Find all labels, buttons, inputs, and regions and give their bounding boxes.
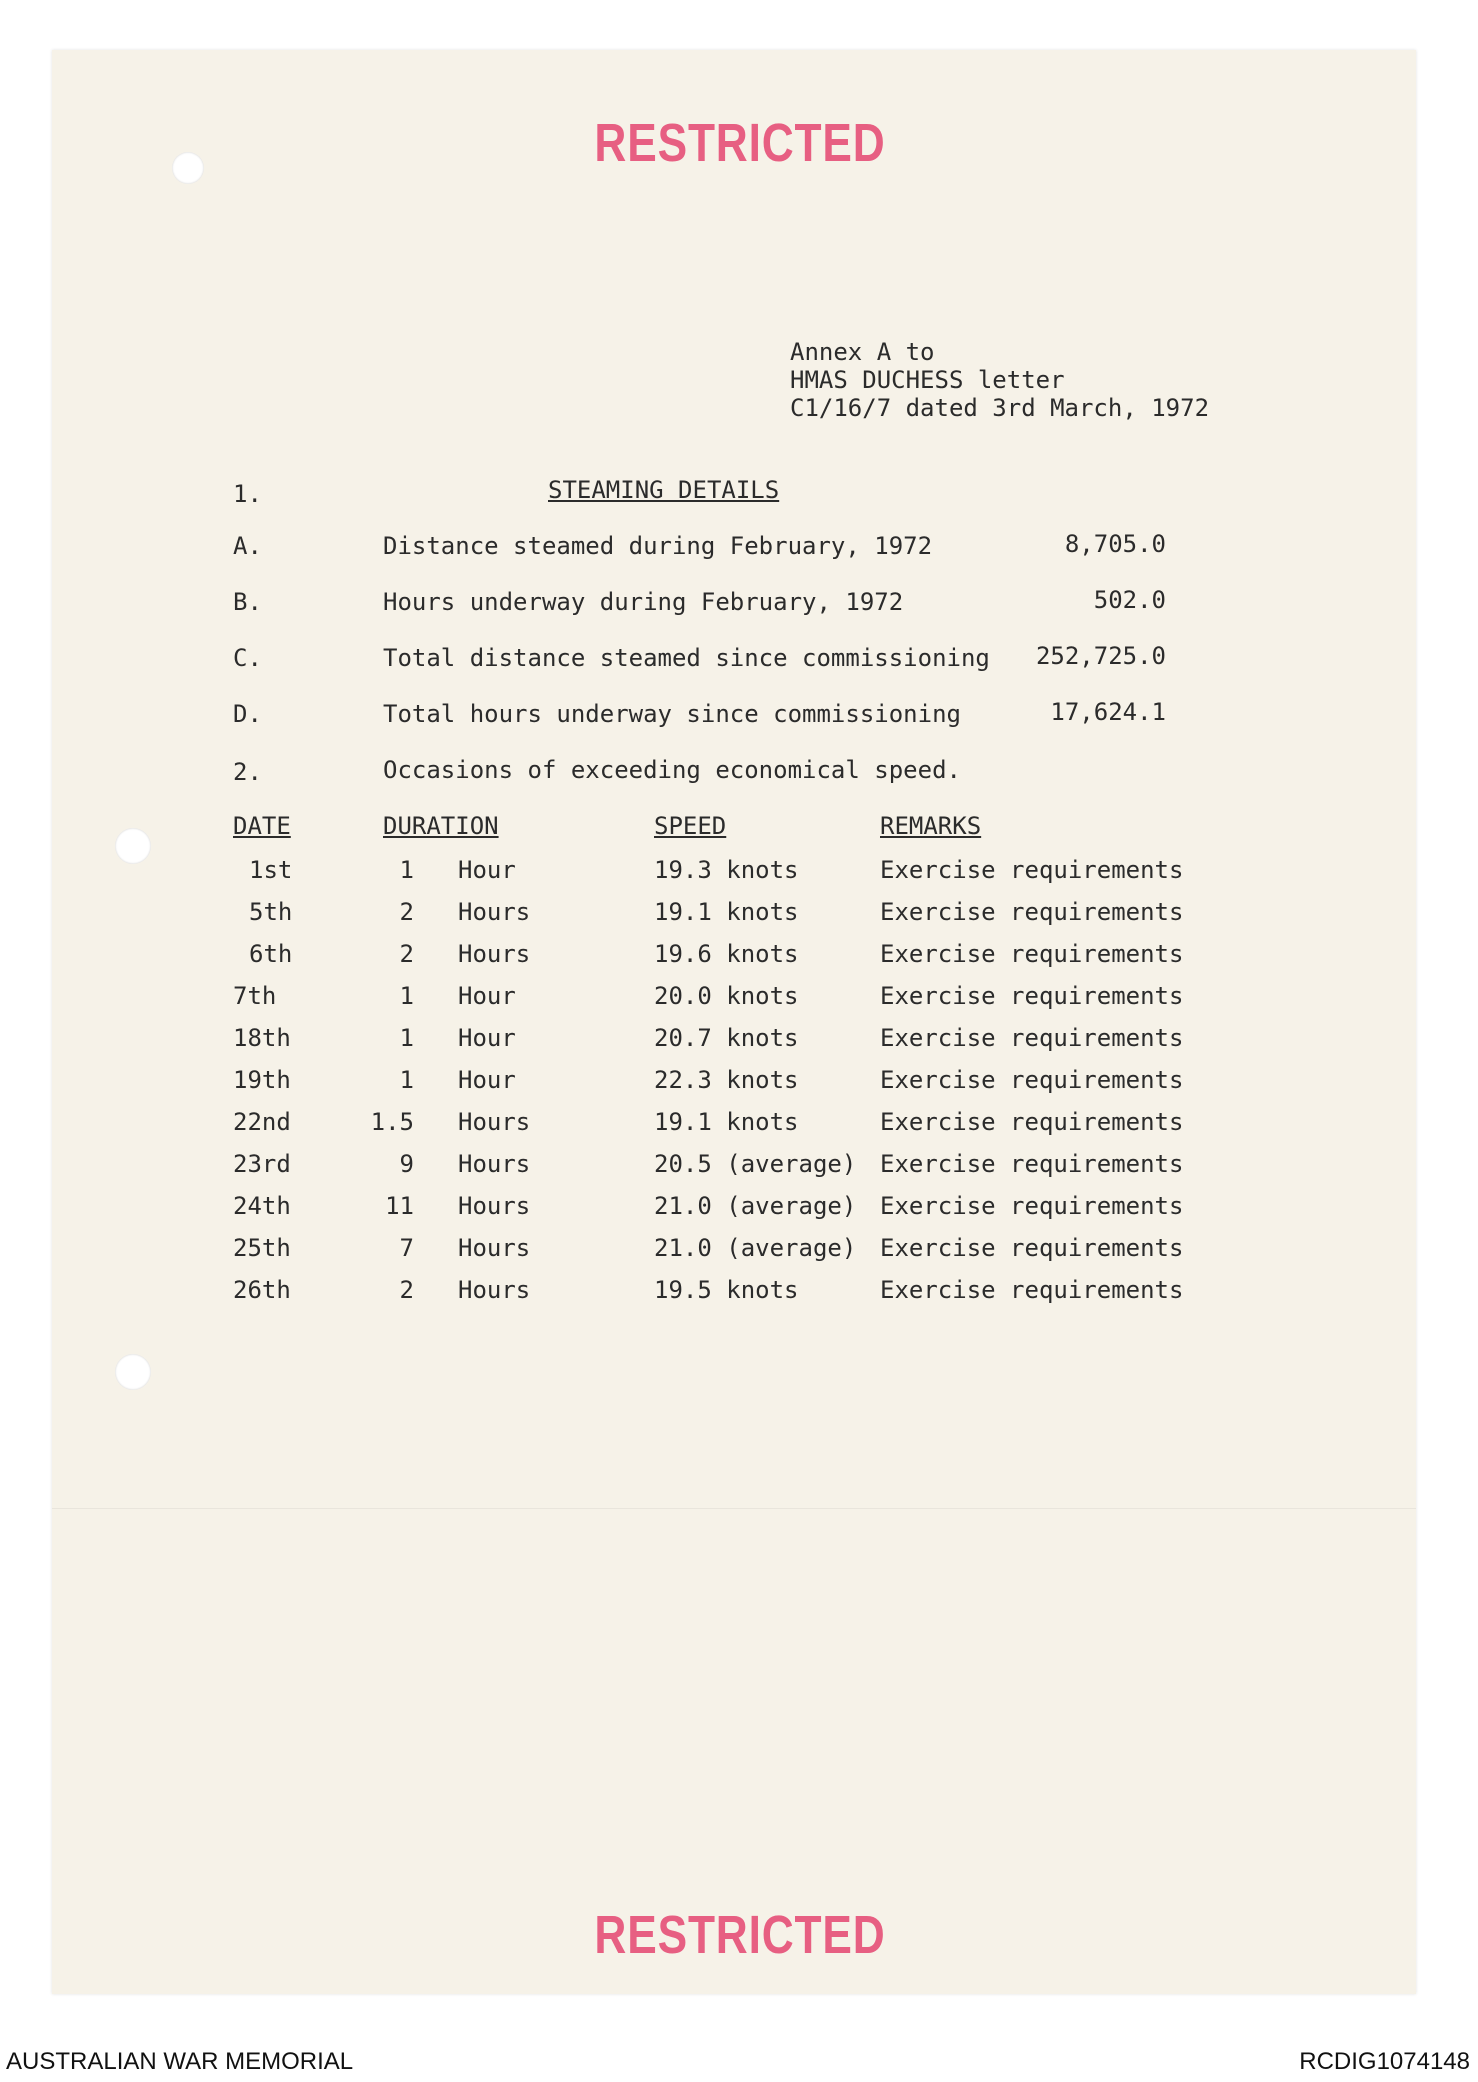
document-page: [52, 50, 1416, 1994]
row-duration-unit: Hour: [458, 1066, 516, 1094]
row-duration-number: 2: [399, 898, 414, 926]
row-speed: 19.3 knots: [654, 856, 799, 884]
row-duration-unit: Hour: [458, 982, 516, 1010]
row-duration-unit: Hours: [458, 1108, 531, 1136]
punch-hole-lower: [115, 1354, 151, 1390]
row-date: 19th: [233, 1066, 291, 1094]
page-fold-line: [52, 1508, 1416, 1509]
row-remarks: Exercise requirements: [880, 1024, 1184, 1052]
row-duration-number: 1: [399, 1024, 414, 1052]
row-remarks: Exercise requirements: [880, 898, 1184, 926]
row-remarks: Exercise requirements: [880, 1234, 1184, 1262]
row-duration-unit: Hours: [458, 940, 531, 968]
row-date: 22nd: [233, 1108, 291, 1136]
row-remarks: Exercise requirements: [880, 1066, 1184, 1094]
section-2-text: Occasions of exceeding economical speed.: [383, 756, 961, 784]
row-duration-unit: Hour: [458, 856, 516, 884]
detail-value: 252,725.0: [1035, 642, 1166, 670]
restricted-stamp-bottom: RESTRICTED: [594, 1905, 886, 1965]
section-1-title: STEAMING DETAILS: [548, 476, 780, 504]
row-remarks: Exercise requirements: [880, 1108, 1184, 1136]
row-duration-unit: Hours: [458, 1192, 531, 1220]
row-speed: 21.0 (average): [654, 1192, 857, 1220]
row-speed: 20.0 knots: [654, 982, 799, 1010]
detail-value: 17,624.1: [1050, 698, 1166, 726]
row-duration-number: 1: [399, 856, 414, 884]
header-date: DATE: [233, 812, 291, 840]
annex-line-2: HMAS DUCHESS letter: [790, 366, 1065, 394]
row-duration-number: 1: [399, 982, 414, 1010]
detail-label: Total hours underway since commissioning: [383, 700, 961, 728]
annex-line-3: C1/16/7 dated 3rd March, 1972: [790, 394, 1210, 422]
detail-label: Hours underway during February, 1972: [383, 588, 904, 616]
row-date: 5th: [249, 898, 293, 926]
row-date: 24th: [233, 1192, 291, 1220]
row-speed: 19.1 knots: [654, 1108, 799, 1136]
detail-key: C.: [233, 644, 262, 672]
row-speed: 19.1 knots: [654, 898, 799, 926]
staple-hole: [172, 152, 204, 184]
row-speed: 20.7 knots: [654, 1024, 799, 1052]
row-duration-number: 2: [399, 1276, 414, 1304]
row-duration-unit: Hours: [458, 1276, 531, 1304]
header-speed: SPEED: [654, 812, 727, 840]
restricted-stamp-top: RESTRICTED: [594, 113, 886, 173]
row-speed: 19.5 knots: [654, 1276, 799, 1304]
header-remarks: REMARKS: [880, 812, 982, 840]
row-speed: 19.6 knots: [654, 940, 799, 968]
row-remarks: Exercise requirements: [880, 1276, 1184, 1304]
row-speed: 20.5 (average): [654, 1150, 857, 1178]
row-remarks: Exercise requirements: [880, 982, 1184, 1010]
detail-key: D.: [233, 700, 262, 728]
row-duration-number: 11: [385, 1192, 414, 1220]
detail-key: B.: [233, 588, 262, 616]
row-duration-unit: Hours: [458, 898, 531, 926]
detail-label: Total distance steamed since commissioning: [383, 644, 990, 672]
row-remarks: Exercise requirements: [880, 1192, 1184, 1220]
section-2-number: 2.: [233, 758, 262, 786]
row-duration-unit: Hour: [458, 1024, 516, 1052]
row-date: 26th: [233, 1276, 291, 1304]
row-speed: 21.0 (average): [654, 1234, 857, 1262]
row-remarks: Exercise requirements: [880, 940, 1184, 968]
row-duration-number: 2: [399, 940, 414, 968]
row-date: 23rd: [233, 1150, 291, 1178]
row-duration-number: 7: [399, 1234, 414, 1262]
row-date: 1st: [249, 856, 293, 884]
detail-key: A.: [233, 532, 262, 560]
row-duration-number: 1: [399, 1066, 414, 1094]
row-duration-unit: Hours: [458, 1234, 531, 1262]
row-date: 18th: [233, 1024, 291, 1052]
row-date: 7th: [233, 982, 277, 1010]
row-date: 25th: [233, 1234, 291, 1262]
detail-value: 8,705.0: [1064, 530, 1166, 558]
row-duration-unit: Hours: [458, 1150, 531, 1178]
row-duration-number: 9: [399, 1150, 414, 1178]
row-remarks: Exercise requirements: [880, 856, 1184, 884]
section-1-number: 1.: [233, 480, 262, 508]
detail-value: 502.0: [1093, 586, 1166, 614]
footer-record-id: RCDIG1074148: [1299, 2048, 1470, 2075]
row-remarks: Exercise requirements: [880, 1150, 1184, 1178]
header-duration: DURATION: [383, 812, 499, 840]
row-date: 6th: [249, 940, 293, 968]
punch-hole-upper: [115, 828, 151, 864]
row-speed: 22.3 knots: [654, 1066, 799, 1094]
annex-line-1: Annex A to: [790, 338, 935, 366]
footer-archive-name: AUSTRALIAN WAR MEMORIAL: [6, 2048, 354, 2075]
row-duration-number: 1.5: [370, 1108, 414, 1136]
detail-label: Distance steamed during February, 1972: [383, 532, 933, 560]
